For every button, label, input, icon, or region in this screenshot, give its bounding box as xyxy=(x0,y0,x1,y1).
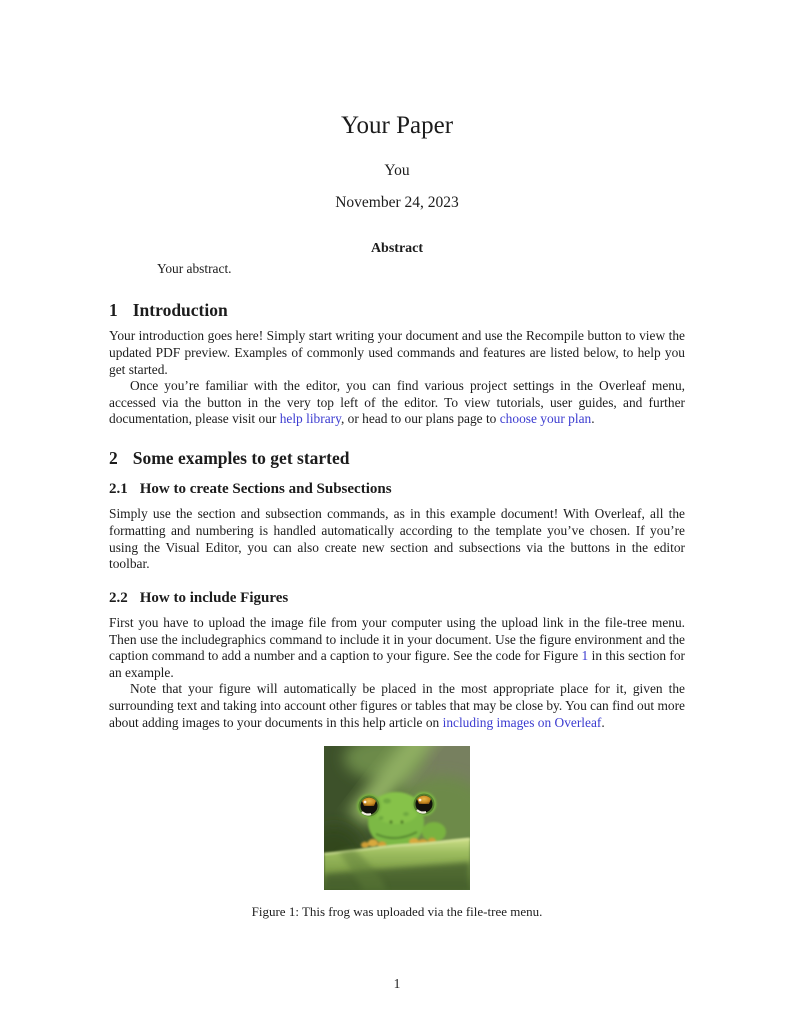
subsection-title: How to include Figures xyxy=(139,589,289,606)
including-images-overleaf-link[interactable]: including images on Overleaf xyxy=(442,714,602,730)
paper-date: November 24, 2023 xyxy=(335,193,459,211)
subsection-heading-sections xyxy=(109,481,685,498)
section-heading-examples xyxy=(109,448,685,468)
intro-paragraph-2: Once you’re familiar with the editor, you can find various project settings in the Overleaf menu, accessed via the button in the very top left of the editor. To view tutorials, user guides, and further documentation, please visit our help library, or head to our plans page to choose your plan. xyxy=(109,378,685,427)
choose-your-plan-link[interactable]: choose your plan xyxy=(499,411,592,427)
intro-paragraph-1: Your introduction goes here! Simply start writing your document and use the Recompile button to view the updated PDF preview. Examples of commonly used commands and features are listed below, to help you get started. xyxy=(109,328,685,377)
paper-author: You xyxy=(384,161,410,179)
section-number: 2 xyxy=(109,448,118,469)
figures-paragraph-1: First you have to upload the image file from your computer using the upload link in the file-tree menu. Then use the includegraphics command to include it in your document. Use the figure environment and the caption command to add a number and a caption to your figure. See the code for Figure 1 in this section for an example. xyxy=(109,615,685,680)
section-title: Some examples to get started xyxy=(132,448,350,469)
figures-paragraph-2: Note that your figure will automatically be placed in the most appropriate place for it, given the surrounding text and taking into account other figures or tables that may be close by. You can find out more about adding images to your documents in this help article on including images on Overleaf. xyxy=(109,681,685,730)
subsection-title: How to create Sections and Subsections xyxy=(139,481,392,498)
abstract-heading: Abstract xyxy=(370,240,424,256)
figure-caption: Figure 1: This frog was uploaded via the file-tree menu. xyxy=(251,904,543,920)
section-number: 1 xyxy=(109,300,118,321)
figure-1-reference-link[interactable]: 1 xyxy=(581,648,589,664)
section-heading-introduction xyxy=(109,300,685,320)
frog-photo xyxy=(324,746,470,890)
subsection-heading-figures xyxy=(109,590,685,607)
figure-1 xyxy=(109,746,685,890)
help-library-link[interactable]: help library xyxy=(279,411,341,427)
page-number: 1 xyxy=(393,976,401,991)
subsection-number: 2.2 xyxy=(109,589,128,606)
paper-title: Your Paper xyxy=(340,112,454,139)
document-content xyxy=(109,0,685,920)
subsection-number: 2.1 xyxy=(109,481,128,498)
section-title: Introduction xyxy=(132,300,228,321)
abstract-text: Your abstract. xyxy=(157,260,232,276)
sections-paragraph: Simply use the section and subsection commands, as in this example document! With Overleaf, all the formatting and numbering is handled automatically according to the template you’ve chosen. If you’re using the Visual Editor, you can also create new section and subsections via the buttons in the editor toolbar. xyxy=(109,506,685,572)
